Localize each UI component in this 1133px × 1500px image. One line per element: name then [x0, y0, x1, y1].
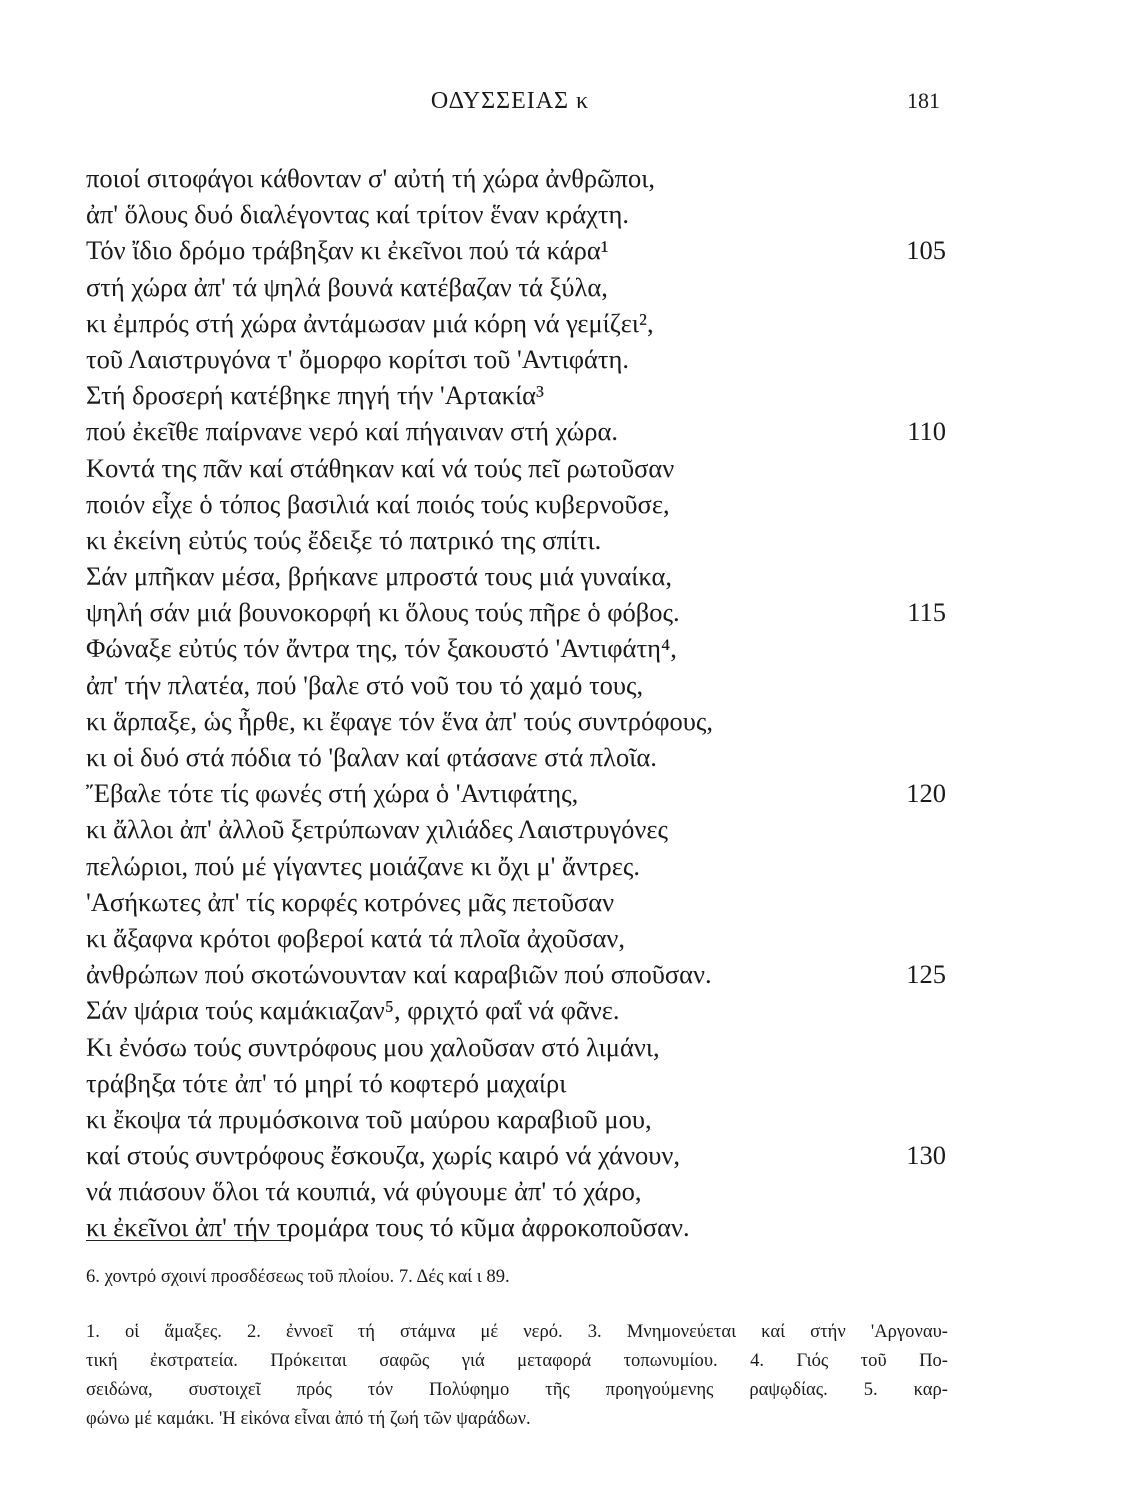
verse-line — [86, 1137, 946, 1173]
line-number: 115 — [907, 597, 946, 628]
verse-line — [86, 920, 946, 956]
footnote-separator — [86, 1240, 291, 1241]
verse-text: ἀπ' ὅλους δυό διαλέγοντας καί τρίτον ἕναν κράχτη. — [86, 199, 630, 230]
verse-text: κι ἄξαφνα κρότοι φοβεροί κατά τά πλοῖα ἀχοῦσαν, — [86, 922, 626, 953]
verse-line — [86, 341, 946, 377]
verse-line — [86, 1029, 946, 1065]
verse-text: ποιόν εἶχε ὁ τόπος βασιλιά καί ποιός τούς κυβερνοῦσε, — [86, 488, 670, 519]
verse-line — [86, 1065, 946, 1101]
verse-text: Κι ἐνόσω τούς συντρόφους μου χαλοῦσαν στό λιμάνι, — [86, 1031, 660, 1062]
verse-line — [86, 486, 946, 522]
verse-text: καί στούς συντρόφους ἔσκουζα, χωρίς καιρό νά χάνουν, — [86, 1140, 681, 1171]
verse-text: νά πιάσουν ὅλοι τά κουπιά, νά φύγουμε ἀπ' τό χάρο, — [86, 1176, 642, 1207]
verse-text: κι ἅρπαξε, ὡς ἦρθε, κι ἔφαγε τόν ἕνα ἀπ' τούς συντρόφους, — [86, 705, 714, 736]
line-number: 120 — [906, 778, 946, 809]
verse-text: ἀπ' τήν πλατέα, πού 'βαλε στό νοῦ του τό χαμό τους, — [86, 669, 644, 700]
verse-line — [86, 811, 946, 847]
verse-line — [86, 739, 946, 775]
verse-text: τράβηξα τότε ἀπ' τό μηρί τό κοφτερό μαχαίρι — [86, 1067, 567, 1098]
verse-text: Στή δροσερή κατέβηκε πηγή τήν 'Αρτακία³ — [86, 380, 544, 411]
running-header-title: ΟΔΥΣΣΕΙΑΣ κ — [430, 88, 590, 114]
page-number: 181 — [907, 88, 940, 113]
line-number: 105 — [906, 235, 946, 266]
verse-text: Ἔβαλε τότε τίς φωνές στή χώρα ὁ 'Αντιφάτης, — [86, 778, 579, 809]
verse-line — [86, 956, 946, 992]
verse-line — [86, 522, 946, 558]
verse-text: πού ἐκεῖθε παίρνανε νερό καί πήγαιναν στή χώρα. — [86, 416, 618, 447]
line-number: 125 — [906, 959, 946, 990]
verse-line — [86, 992, 946, 1028]
verse-line — [86, 775, 946, 811]
verse-text: στή χώρα ἀπ' τά ψηλά βουνά κατέβαζαν τά ξύλα, — [86, 271, 608, 302]
verse-line — [86, 558, 946, 594]
verse-line — [86, 196, 946, 232]
verse-text: πελώριοι, πού μέ γίγαντες μοιάζανε κι ὄχι μ' ἄντρες. — [86, 850, 641, 881]
verse-text: κι ἄλλοι ἀπ' ἀλλοῦ ξετρύπωναν χιλιάδες Λαιστρυγόνες — [86, 814, 668, 845]
footnote-line: σειδώνα, συστοιχεῖ πρός τόν Πολύφημο τῆς προηγούμενης ραψῳδίας. 5. καρ- — [86, 1379, 948, 1400]
line-number: 130 — [906, 1140, 946, 1171]
verse-line — [86, 232, 946, 268]
footnote-line: φώνω μέ καμάκι. 'Η εἰκόνα εἶναι ἀπό τή ζωή τῶν ψαράδων. — [86, 1408, 531, 1429]
verse-text: ἀνθρώπων πού σκοτώνουνταν καί καραβιῶν πού σποῦσαν. — [86, 959, 712, 990]
footnotes-current-page — [86, 1317, 948, 1433]
verse-text: κι οἱ δυό στά πόδια τό 'βαλαν καί φτάσανε στά πλοῖα. — [86, 742, 657, 772]
verse-text: ψηλή σάν μιά βουνοκορφή κι ὅλους τούς πῆρε ὁ φόβος. — [86, 597, 680, 628]
verse-text: τοῦ Λαιστρυγόνα τ' ὄμορφο κορίτσι τοῦ 'Αντιφάτη. — [86, 343, 630, 374]
verse-text: Κοντά της πᾶν καί στάθηκαν καί νά τούς πεῖ ρωτοῦσαν — [86, 452, 675, 483]
verse-line — [86, 667, 946, 703]
verse-line — [86, 305, 946, 341]
verse-text: Φώναξε εὐτύς τόν ἄντρα της, τόν ξακουστό 'Αντιφάτη⁴, — [86, 633, 677, 664]
verse-line — [86, 630, 946, 666]
verse-text: κι ἐκεῖνοι ἀπ' τήν τρομάρα τους τό κῦμα ἀφροκοποῦσαν. — [86, 1212, 690, 1243]
verse-block — [86, 160, 946, 1246]
verse-line — [86, 884, 946, 920]
verse-text: ποιοί σιτοφάγοι κάθονταν σ' αὐτή τή χώρα ἀνθρῶποι, — [86, 163, 655, 193]
verse-line — [86, 160, 946, 196]
footnote-line: 1. οἱ ἅμαξες. 2. ἐννοεῖ τή στάμνα μέ νερό. 3. Μνημονεύεται καί στήν 'Αργοναυ- — [86, 1321, 948, 1342]
verse-text: 'Ασήκωτες ἀπ' τίς κορφές κοτρόνες μᾶς πετοῦσαν — [86, 886, 615, 917]
verse-text: Σάν μπῆκαν μέσα, βρήκανε μπροστά τους μιά γυναίκα, — [86, 561, 672, 592]
verse-line — [86, 269, 946, 305]
verse-line — [86, 377, 946, 413]
footnote-previous-page: 6. χοντρό σχοινί προσδέσεως τοῦ πλοίου. 7. Δές καί ι 89. — [86, 1266, 510, 1287]
line-number: 110 — [907, 416, 946, 447]
verse-line — [86, 703, 946, 739]
footnote-line: τική ἐκστρατεία. Πρόκειται σαφῶς γιά μεταφορά τοπωνυμίου. 4. Γιός τοῦ Πο- — [86, 1350, 948, 1371]
verse-text: κι ἐκείνη εὐτύς τούς ἔδειξε τό πατρικό της σπίτι. — [86, 524, 602, 555]
verse-line — [86, 1101, 946, 1137]
verse-line — [86, 413, 946, 449]
verse-text: κι ἐμπρός στή χώρα ἀντάμωσαν μιά κόρη νά γεμίζει², — [86, 307, 654, 338]
verse-line — [86, 450, 946, 486]
verse-line — [86, 1173, 946, 1209]
verse-text: Σάν ψάρια τούς καμάκιαζαν⁵, φριχτό φαΐ νά φᾶνε. — [86, 995, 620, 1026]
verse-line — [86, 594, 946, 630]
verse-text: κι ἔκοψα τά πρυμόσκοινα τοῦ μαύρου καραβιοῦ μου, — [86, 1103, 652, 1134]
verse-text: Τόν ἴδιο δρόμο τράβηξαν κι ἐκεῖνοι πού τά κάρα¹ — [86, 235, 609, 266]
verse-line — [86, 848, 946, 884]
